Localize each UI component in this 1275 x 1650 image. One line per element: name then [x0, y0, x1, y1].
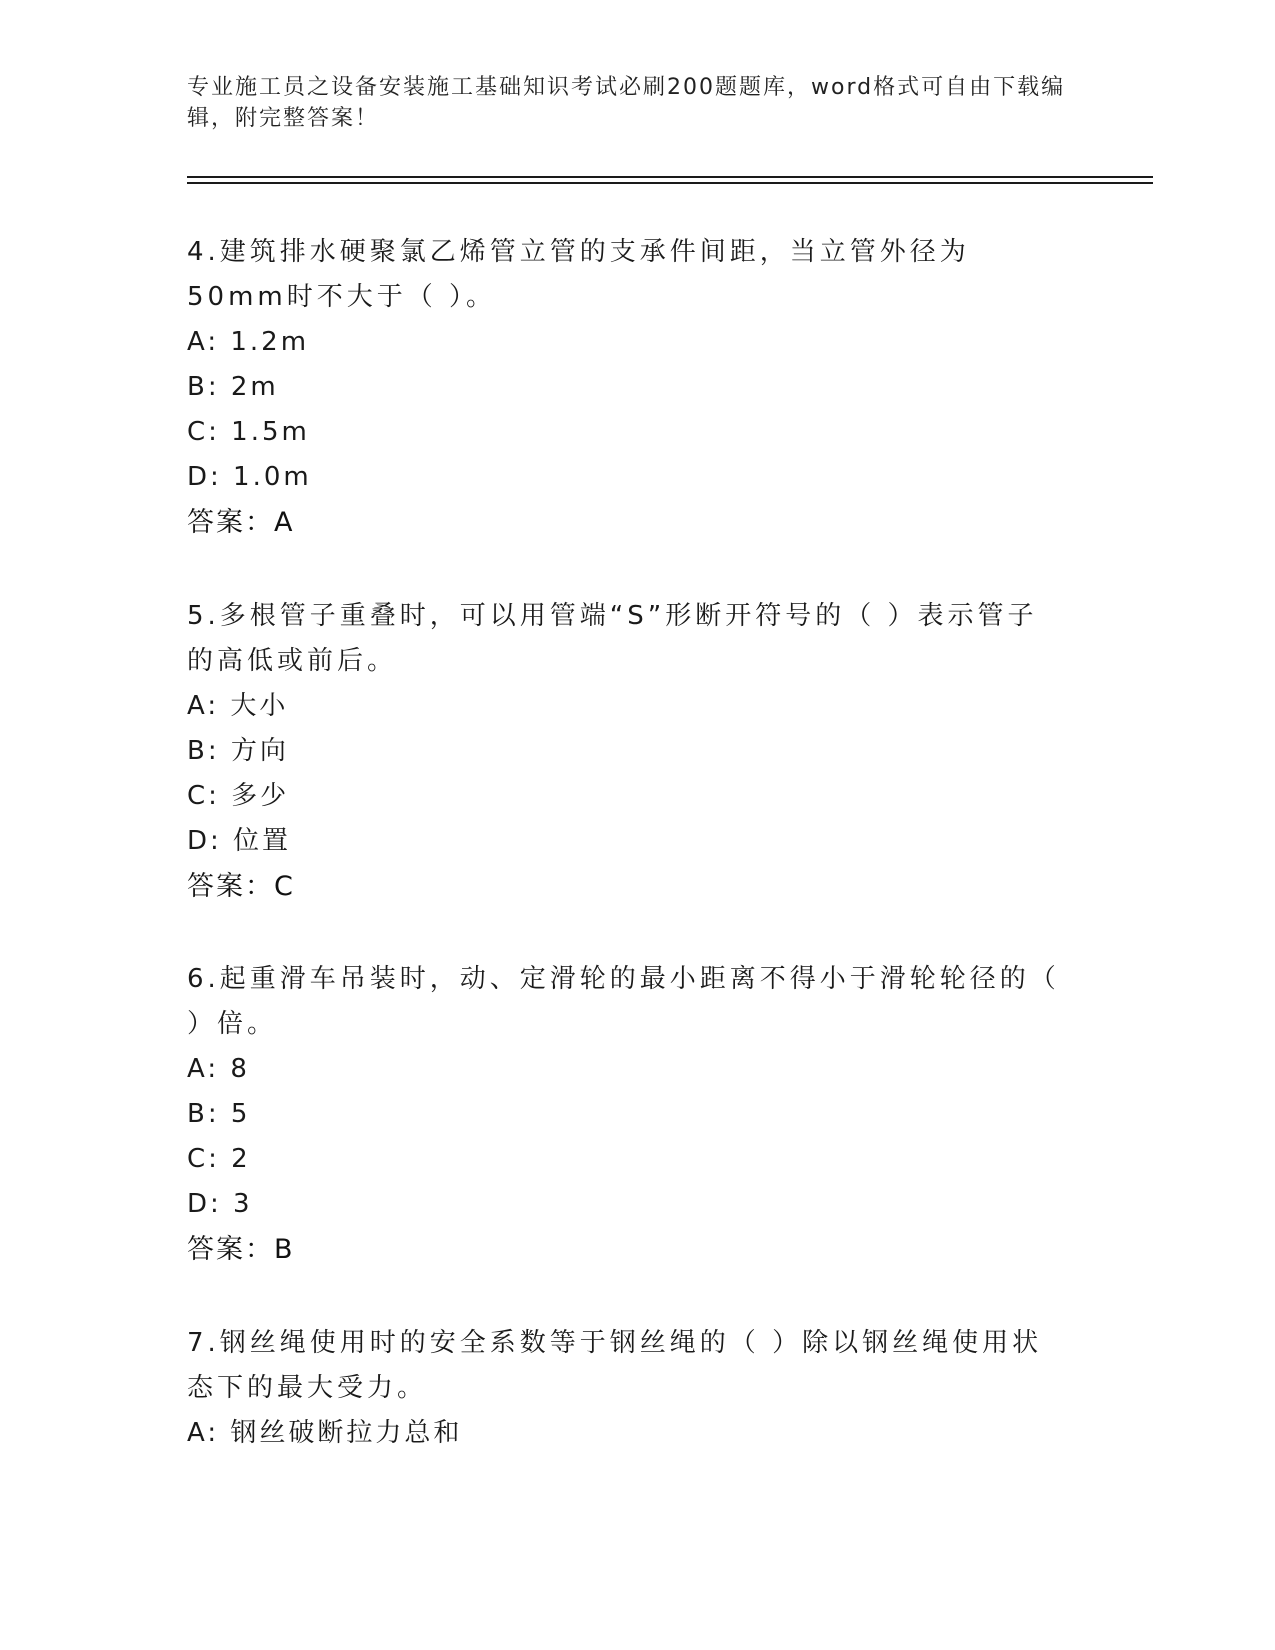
option-c: C: 2: [187, 1144, 251, 1174]
option-b: B: 5: [187, 1099, 251, 1129]
option-a: A: 钢丝破断拉力总和: [187, 1418, 463, 1448]
question-text: 6.起重滑车吊装时，动、定滑轮的最小距离不得小于滑轮轮径的（ ）倍。: [187, 964, 1060, 1039]
document-header: 专业施工员之设备安装施工基础知识考试必刷200题题库，word格式可自由下载编辑，附完整答案！: [187, 75, 1066, 131]
answer-line: 答案：C: [187, 871, 295, 902]
header-divider-top: [187, 176, 1153, 178]
question-text: 5.多根管子重叠时，可以用管端“S”形断开符号的（ ）表示管子的高低或前后。: [187, 601, 1038, 676]
question-block: [187, 594, 1067, 909]
answer-line: 答案：B: [187, 1234, 295, 1265]
option-b: B: 方向: [187, 736, 289, 766]
question-text: 4.建筑排水硬聚氯乙烯管立管的支承件间距，当立管外径为50mm时不大于（ ）。: [187, 237, 970, 312]
answer-line: 答案：A: [187, 507, 295, 538]
option-d: D: 位置: [187, 826, 292, 856]
header-divider-bottom: [187, 182, 1153, 184]
question-block: [187, 230, 1067, 545]
option-d: D: 3: [187, 1189, 253, 1219]
option-b: B: 2m: [187, 372, 279, 402]
option-a: A: 1.2m: [187, 327, 310, 357]
option-a: A: 8: [187, 1054, 250, 1084]
question-block: [187, 957, 1067, 1272]
option-d: D: 1.0m: [187, 462, 312, 492]
option-a: A: 大小: [187, 691, 289, 721]
question-text: 7.钢丝绳使用时的安全系数等于钢丝绳的（ ）除以钢丝绳使用状态下的最大受力。: [187, 1328, 1043, 1403]
option-c: C: 多少: [187, 781, 290, 811]
option-c: C: 1.5m: [187, 417, 310, 447]
question-block: [187, 1321, 1067, 1456]
